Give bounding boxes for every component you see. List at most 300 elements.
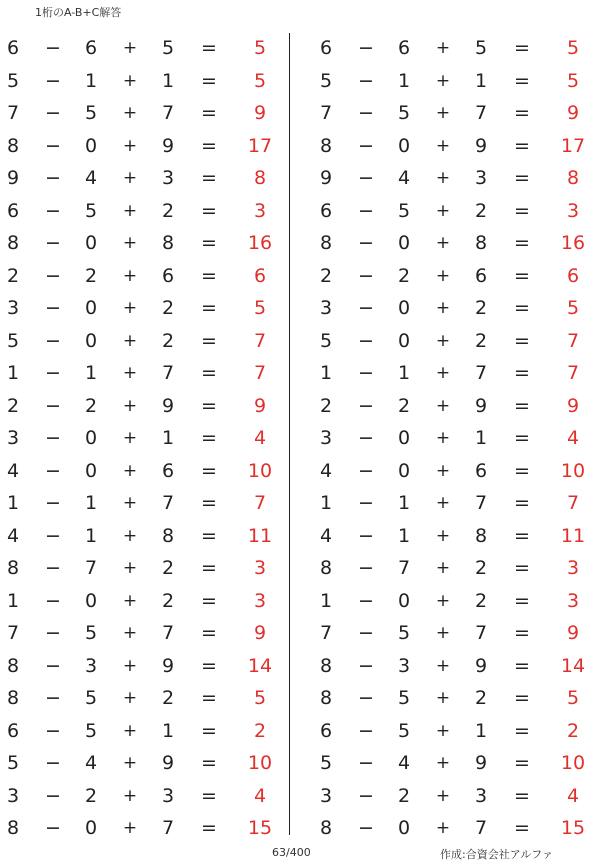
answer: 11	[247, 524, 273, 547]
plus-sign: +	[435, 753, 451, 773]
operand-b: 2	[84, 784, 98, 807]
plus-sign: +	[435, 200, 451, 221]
minus-sign: −	[358, 719, 374, 742]
operand-c: 7	[474, 622, 488, 644]
plus-sign: +	[122, 785, 138, 806]
minus-sign: −	[45, 524, 61, 547]
plus-sign: +	[435, 655, 451, 676]
equals-sign: =	[514, 199, 530, 222]
operand-c: 7	[161, 817, 175, 839]
equation-row-left	[0, 455, 290, 488]
operand-b: 2	[397, 784, 411, 807]
operand-b: 0	[84, 297, 98, 319]
operand-a: 3	[6, 784, 20, 807]
equals-sign: =	[201, 459, 217, 482]
operand-a: 6	[6, 719, 20, 742]
equation-row-right	[313, 162, 600, 195]
answer: 9	[566, 394, 580, 417]
operand-a: 6	[6, 199, 20, 222]
plus-sign: +	[435, 493, 451, 513]
operand-c: 8	[474, 524, 488, 547]
operand-b: 0	[397, 329, 411, 352]
plus-sign: +	[122, 688, 138, 708]
operand-c: 5	[474, 37, 488, 59]
operand-c: 2	[161, 329, 175, 352]
operand-c: 1	[161, 719, 175, 742]
minus-sign: −	[45, 427, 61, 449]
plus-sign: +	[122, 395, 138, 416]
operand-c: 7	[474, 817, 488, 839]
operand-a: 5	[319, 329, 333, 352]
operand-a: 6	[319, 719, 333, 742]
minus-sign: −	[45, 719, 61, 742]
minus-sign: −	[45, 622, 61, 644]
answer: 2	[253, 719, 267, 742]
plus-sign: +	[435, 720, 451, 741]
operand-c: 2	[474, 687, 488, 709]
equals-sign: =	[201, 817, 217, 839]
answer: 5	[253, 37, 267, 59]
equals-sign: =	[201, 752, 217, 774]
operand-c: 2	[161, 687, 175, 709]
minus-sign: −	[358, 557, 374, 579]
operand-b: 0	[84, 427, 98, 449]
equals-sign: =	[514, 134, 530, 157]
operand-b: 0	[397, 427, 411, 449]
answer: 10	[560, 459, 586, 482]
plus-sign: +	[435, 168, 451, 188]
page-number: 63/400	[272, 846, 311, 859]
plus-sign: +	[435, 525, 451, 546]
operand-a: 8	[319, 232, 333, 254]
operand-b: 0	[84, 589, 98, 612]
operand-a: 5	[6, 329, 20, 352]
operand-a: 4	[319, 524, 333, 547]
plus-sign: +	[122, 818, 138, 838]
page-title: 1桁のA-B+C解答	[35, 6, 122, 19]
plus-sign: +	[435, 38, 451, 58]
equals-sign: =	[514, 719, 530, 742]
minus-sign: −	[358, 752, 374, 774]
minus-sign: −	[358, 784, 374, 807]
plus-sign: +	[435, 103, 451, 123]
answer: 16	[560, 232, 586, 254]
operand-b: 0	[84, 817, 98, 839]
answer: 7	[253, 492, 267, 514]
operand-a: 8	[6, 134, 20, 157]
operand-c: 1	[474, 69, 488, 92]
operand-b: 1	[397, 492, 411, 514]
operand-c: 2	[474, 589, 488, 612]
minus-sign: −	[45, 297, 61, 319]
equals-sign: =	[201, 687, 217, 709]
operand-c: 7	[161, 362, 175, 384]
minus-sign: −	[45, 102, 61, 124]
equation-row-right	[313, 422, 600, 455]
operand-a: 1	[6, 589, 20, 612]
operand-c: 8	[161, 524, 175, 547]
plus-sign: +	[435, 135, 451, 156]
operand-b: 0	[84, 134, 98, 157]
operand-a: 5	[6, 69, 20, 92]
answer: 6	[566, 264, 580, 287]
plus-sign: +	[435, 363, 451, 383]
operand-a: 4	[6, 459, 20, 482]
plus-sign: +	[122, 135, 138, 156]
minus-sign: −	[45, 557, 61, 579]
operand-c: 6	[474, 459, 488, 482]
minus-sign: −	[45, 329, 61, 352]
answer: 9	[566, 622, 580, 644]
operand-b: 5	[84, 687, 98, 709]
operand-c: 7	[161, 622, 175, 644]
plus-sign: +	[122, 558, 138, 578]
answer: 2	[566, 719, 580, 742]
minus-sign: −	[358, 492, 374, 514]
plus-sign: +	[435, 395, 451, 416]
equals-sign: =	[514, 557, 530, 579]
plus-sign: +	[122, 525, 138, 546]
operand-b: 5	[84, 199, 98, 222]
plus-sign: +	[122, 655, 138, 676]
answer: 17	[247, 134, 273, 157]
operand-c: 2	[161, 297, 175, 319]
operand-a: 7	[6, 622, 20, 644]
operand-a: 3	[319, 784, 333, 807]
equals-sign: =	[201, 622, 217, 644]
equation-row-left	[0, 422, 290, 455]
operand-b: 1	[84, 362, 98, 384]
operand-c: 1	[161, 69, 175, 92]
operand-c: 2	[474, 199, 488, 222]
operand-b: 5	[397, 687, 411, 709]
minus-sign: −	[45, 752, 61, 774]
equals-sign: =	[514, 524, 530, 547]
operand-b: 1	[84, 69, 98, 92]
operand-b: 3	[84, 654, 98, 677]
operand-b: 2	[397, 264, 411, 287]
operand-b: 7	[84, 557, 98, 579]
operand-c: 8	[474, 232, 488, 254]
answer: 10	[247, 752, 273, 774]
answer: 10	[247, 459, 273, 482]
answer: 9	[253, 102, 267, 124]
operand-b: 5	[84, 102, 98, 124]
operand-c: 6	[161, 459, 175, 482]
answer: 9	[566, 102, 580, 124]
operand-a: 5	[6, 752, 20, 774]
operand-b: 5	[397, 719, 411, 742]
operand-b: 0	[84, 232, 98, 254]
operand-b: 6	[84, 37, 98, 59]
operand-a: 2	[319, 264, 333, 287]
answer: 3	[253, 199, 267, 222]
minus-sign: −	[358, 622, 374, 644]
answer: 3	[253, 557, 267, 579]
operand-b: 5	[84, 719, 98, 742]
answer: 5	[566, 37, 580, 59]
equation-row-right	[313, 585, 600, 618]
operand-b: 4	[397, 167, 411, 189]
minus-sign: −	[358, 459, 374, 482]
operand-a: 6	[319, 37, 333, 59]
operand-a: 9	[319, 167, 333, 189]
answer: 7	[566, 362, 580, 384]
equation-row-left	[0, 715, 290, 748]
minus-sign: −	[45, 459, 61, 482]
answer: 7	[253, 329, 267, 352]
minus-sign: −	[45, 199, 61, 222]
operand-a: 3	[319, 427, 333, 449]
equation-row-right	[313, 747, 600, 780]
answer: 14	[560, 654, 586, 677]
operand-b: 3	[397, 654, 411, 677]
minus-sign: −	[45, 687, 61, 709]
minus-sign: −	[45, 394, 61, 417]
equation-row-right	[313, 455, 600, 488]
operand-c: 2	[161, 199, 175, 222]
answer: 4	[566, 427, 580, 449]
problem-column-left	[0, 32, 290, 845]
equals-sign: =	[514, 329, 530, 352]
equation-row-right	[313, 682, 600, 715]
minus-sign: −	[45, 37, 61, 59]
plus-sign: +	[435, 590, 451, 611]
equation-row-left	[0, 97, 290, 130]
equation-row-left	[0, 162, 290, 195]
equation-row-left	[0, 390, 290, 423]
operand-b: 4	[84, 752, 98, 774]
minus-sign: −	[358, 362, 374, 384]
operand-b: 0	[397, 134, 411, 157]
operand-c: 7	[474, 102, 488, 124]
equation-row-right	[313, 292, 600, 325]
equals-sign: =	[201, 427, 217, 449]
operand-b: 0	[84, 329, 98, 352]
equals-sign: =	[514, 622, 530, 644]
plus-sign: +	[122, 720, 138, 741]
equation-row-left	[0, 552, 290, 585]
operand-a: 6	[6, 37, 20, 59]
minus-sign: −	[45, 167, 61, 189]
operand-a: 3	[6, 297, 20, 319]
equation-row-left	[0, 585, 290, 618]
answer: 7	[566, 492, 580, 514]
plus-sign: +	[122, 460, 138, 481]
equals-sign: =	[201, 362, 217, 384]
answer: 9	[253, 394, 267, 417]
equation-row-left	[0, 130, 290, 163]
equation-row-right	[313, 552, 600, 585]
operand-c: 7	[161, 102, 175, 124]
equals-sign: =	[514, 784, 530, 807]
operand-a: 1	[319, 362, 333, 384]
operand-a: 4	[319, 459, 333, 482]
operand-b: 4	[397, 752, 411, 774]
operand-c: 2	[161, 589, 175, 612]
equals-sign: =	[514, 492, 530, 514]
operand-a: 8	[319, 557, 333, 579]
equation-row-right	[313, 780, 600, 813]
plus-sign: +	[435, 785, 451, 806]
answer: 7	[566, 329, 580, 352]
operand-b: 7	[397, 557, 411, 579]
equals-sign: =	[201, 69, 217, 92]
plus-sign: +	[122, 590, 138, 611]
operand-b: 1	[397, 362, 411, 384]
equals-sign: =	[201, 264, 217, 287]
equation-row-left	[0, 195, 290, 228]
operand-b: 5	[84, 622, 98, 644]
answer: 16	[247, 232, 273, 254]
equation-row-left	[0, 617, 290, 650]
operand-b: 2	[397, 394, 411, 417]
equation-row-right	[313, 130, 600, 163]
minus-sign: −	[45, 362, 61, 384]
operand-c: 2	[474, 297, 488, 319]
operand-b: 0	[397, 817, 411, 839]
plus-sign: +	[122, 623, 138, 643]
minus-sign: −	[45, 232, 61, 254]
answer: 3	[566, 199, 580, 222]
equation-row-left	[0, 812, 290, 845]
equals-sign: =	[514, 427, 530, 449]
equation-row-left	[0, 260, 290, 293]
minus-sign: −	[358, 37, 374, 59]
answer: 6	[253, 264, 267, 287]
operand-a: 8	[319, 654, 333, 677]
equation-row-left	[0, 487, 290, 520]
equals-sign: =	[514, 297, 530, 319]
operand-c: 3	[161, 167, 175, 189]
plus-sign: +	[122, 168, 138, 188]
plus-sign: +	[435, 265, 451, 286]
equation-row-left	[0, 650, 290, 683]
plus-sign: +	[435, 818, 451, 838]
equals-sign: =	[201, 102, 217, 124]
operand-c: 3	[474, 167, 488, 189]
equation-row-right	[313, 357, 600, 390]
equals-sign: =	[514, 687, 530, 709]
operand-a: 4	[6, 524, 20, 547]
equals-sign: =	[514, 69, 530, 92]
plus-sign: +	[122, 753, 138, 773]
equation-row-left	[0, 325, 290, 358]
answer: 10	[560, 752, 586, 774]
equals-sign: =	[201, 524, 217, 547]
operand-c: 2	[474, 329, 488, 352]
equation-row-left	[0, 32, 290, 65]
operand-a: 1	[319, 589, 333, 612]
operand-b: 1	[84, 492, 98, 514]
operand-c: 2	[474, 557, 488, 579]
answer: 5	[253, 297, 267, 319]
operand-a: 9	[6, 167, 20, 189]
minus-sign: −	[45, 654, 61, 677]
answer: 3	[566, 557, 580, 579]
operand-c: 7	[474, 492, 488, 514]
minus-sign: −	[45, 69, 61, 92]
plus-sign: +	[435, 70, 451, 91]
operand-c: 9	[474, 752, 488, 774]
equation-row-right	[313, 260, 600, 293]
minus-sign: −	[358, 654, 374, 677]
minus-sign: −	[358, 329, 374, 352]
operand-c: 9	[161, 752, 175, 774]
answer: 5	[566, 687, 580, 709]
operand-a: 7	[319, 102, 333, 124]
plus-sign: +	[435, 558, 451, 578]
plus-sign: +	[122, 428, 138, 448]
equals-sign: =	[201, 394, 217, 417]
equation-row-right	[313, 715, 600, 748]
equals-sign: =	[201, 199, 217, 222]
answer: 15	[247, 817, 273, 839]
equals-sign: =	[514, 654, 530, 677]
operand-c: 3	[474, 784, 488, 807]
minus-sign: −	[358, 524, 374, 547]
plus-sign: +	[122, 363, 138, 383]
equals-sign: =	[201, 589, 217, 612]
operand-a: 2	[6, 264, 20, 287]
operand-a: 8	[6, 654, 20, 677]
answer: 11	[560, 524, 586, 547]
operand-b: 0	[397, 459, 411, 482]
equals-sign: =	[201, 167, 217, 189]
minus-sign: −	[45, 134, 61, 157]
operand-c: 9	[474, 654, 488, 677]
equation-row-right	[313, 617, 600, 650]
operand-b: 6	[397, 37, 411, 59]
plus-sign: +	[122, 103, 138, 123]
equation-row-right	[313, 325, 600, 358]
operand-c: 8	[161, 232, 175, 254]
equation-row-left	[0, 227, 290, 260]
plus-sign: +	[435, 298, 451, 318]
minus-sign: −	[45, 817, 61, 839]
operand-a: 1	[6, 492, 20, 514]
plus-sign: +	[435, 428, 451, 448]
operand-b: 2	[84, 394, 98, 417]
equation-row-left	[0, 65, 290, 98]
minus-sign: −	[45, 492, 61, 514]
minus-sign: −	[358, 167, 374, 189]
operand-a: 5	[319, 69, 333, 92]
operand-c: 2	[161, 557, 175, 579]
operand-c: 6	[474, 264, 488, 287]
operand-b: 0	[397, 297, 411, 319]
minus-sign: −	[358, 817, 374, 839]
minus-sign: −	[358, 687, 374, 709]
column-divider	[289, 33, 290, 835]
operand-b: 1	[84, 524, 98, 547]
equals-sign: =	[201, 297, 217, 319]
plus-sign: +	[122, 70, 138, 91]
equation-row-right	[313, 390, 600, 423]
equals-sign: =	[201, 492, 217, 514]
equals-sign: =	[514, 394, 530, 417]
minus-sign: −	[45, 784, 61, 807]
operand-b: 0	[397, 589, 411, 612]
operand-a: 8	[6, 232, 20, 254]
operand-c: 9	[161, 654, 175, 677]
minus-sign: −	[358, 102, 374, 124]
answer: 15	[560, 817, 586, 839]
answer: 5	[253, 687, 267, 709]
operand-c: 7	[161, 492, 175, 514]
operand-c: 1	[474, 427, 488, 449]
operand-a: 7	[319, 622, 333, 644]
